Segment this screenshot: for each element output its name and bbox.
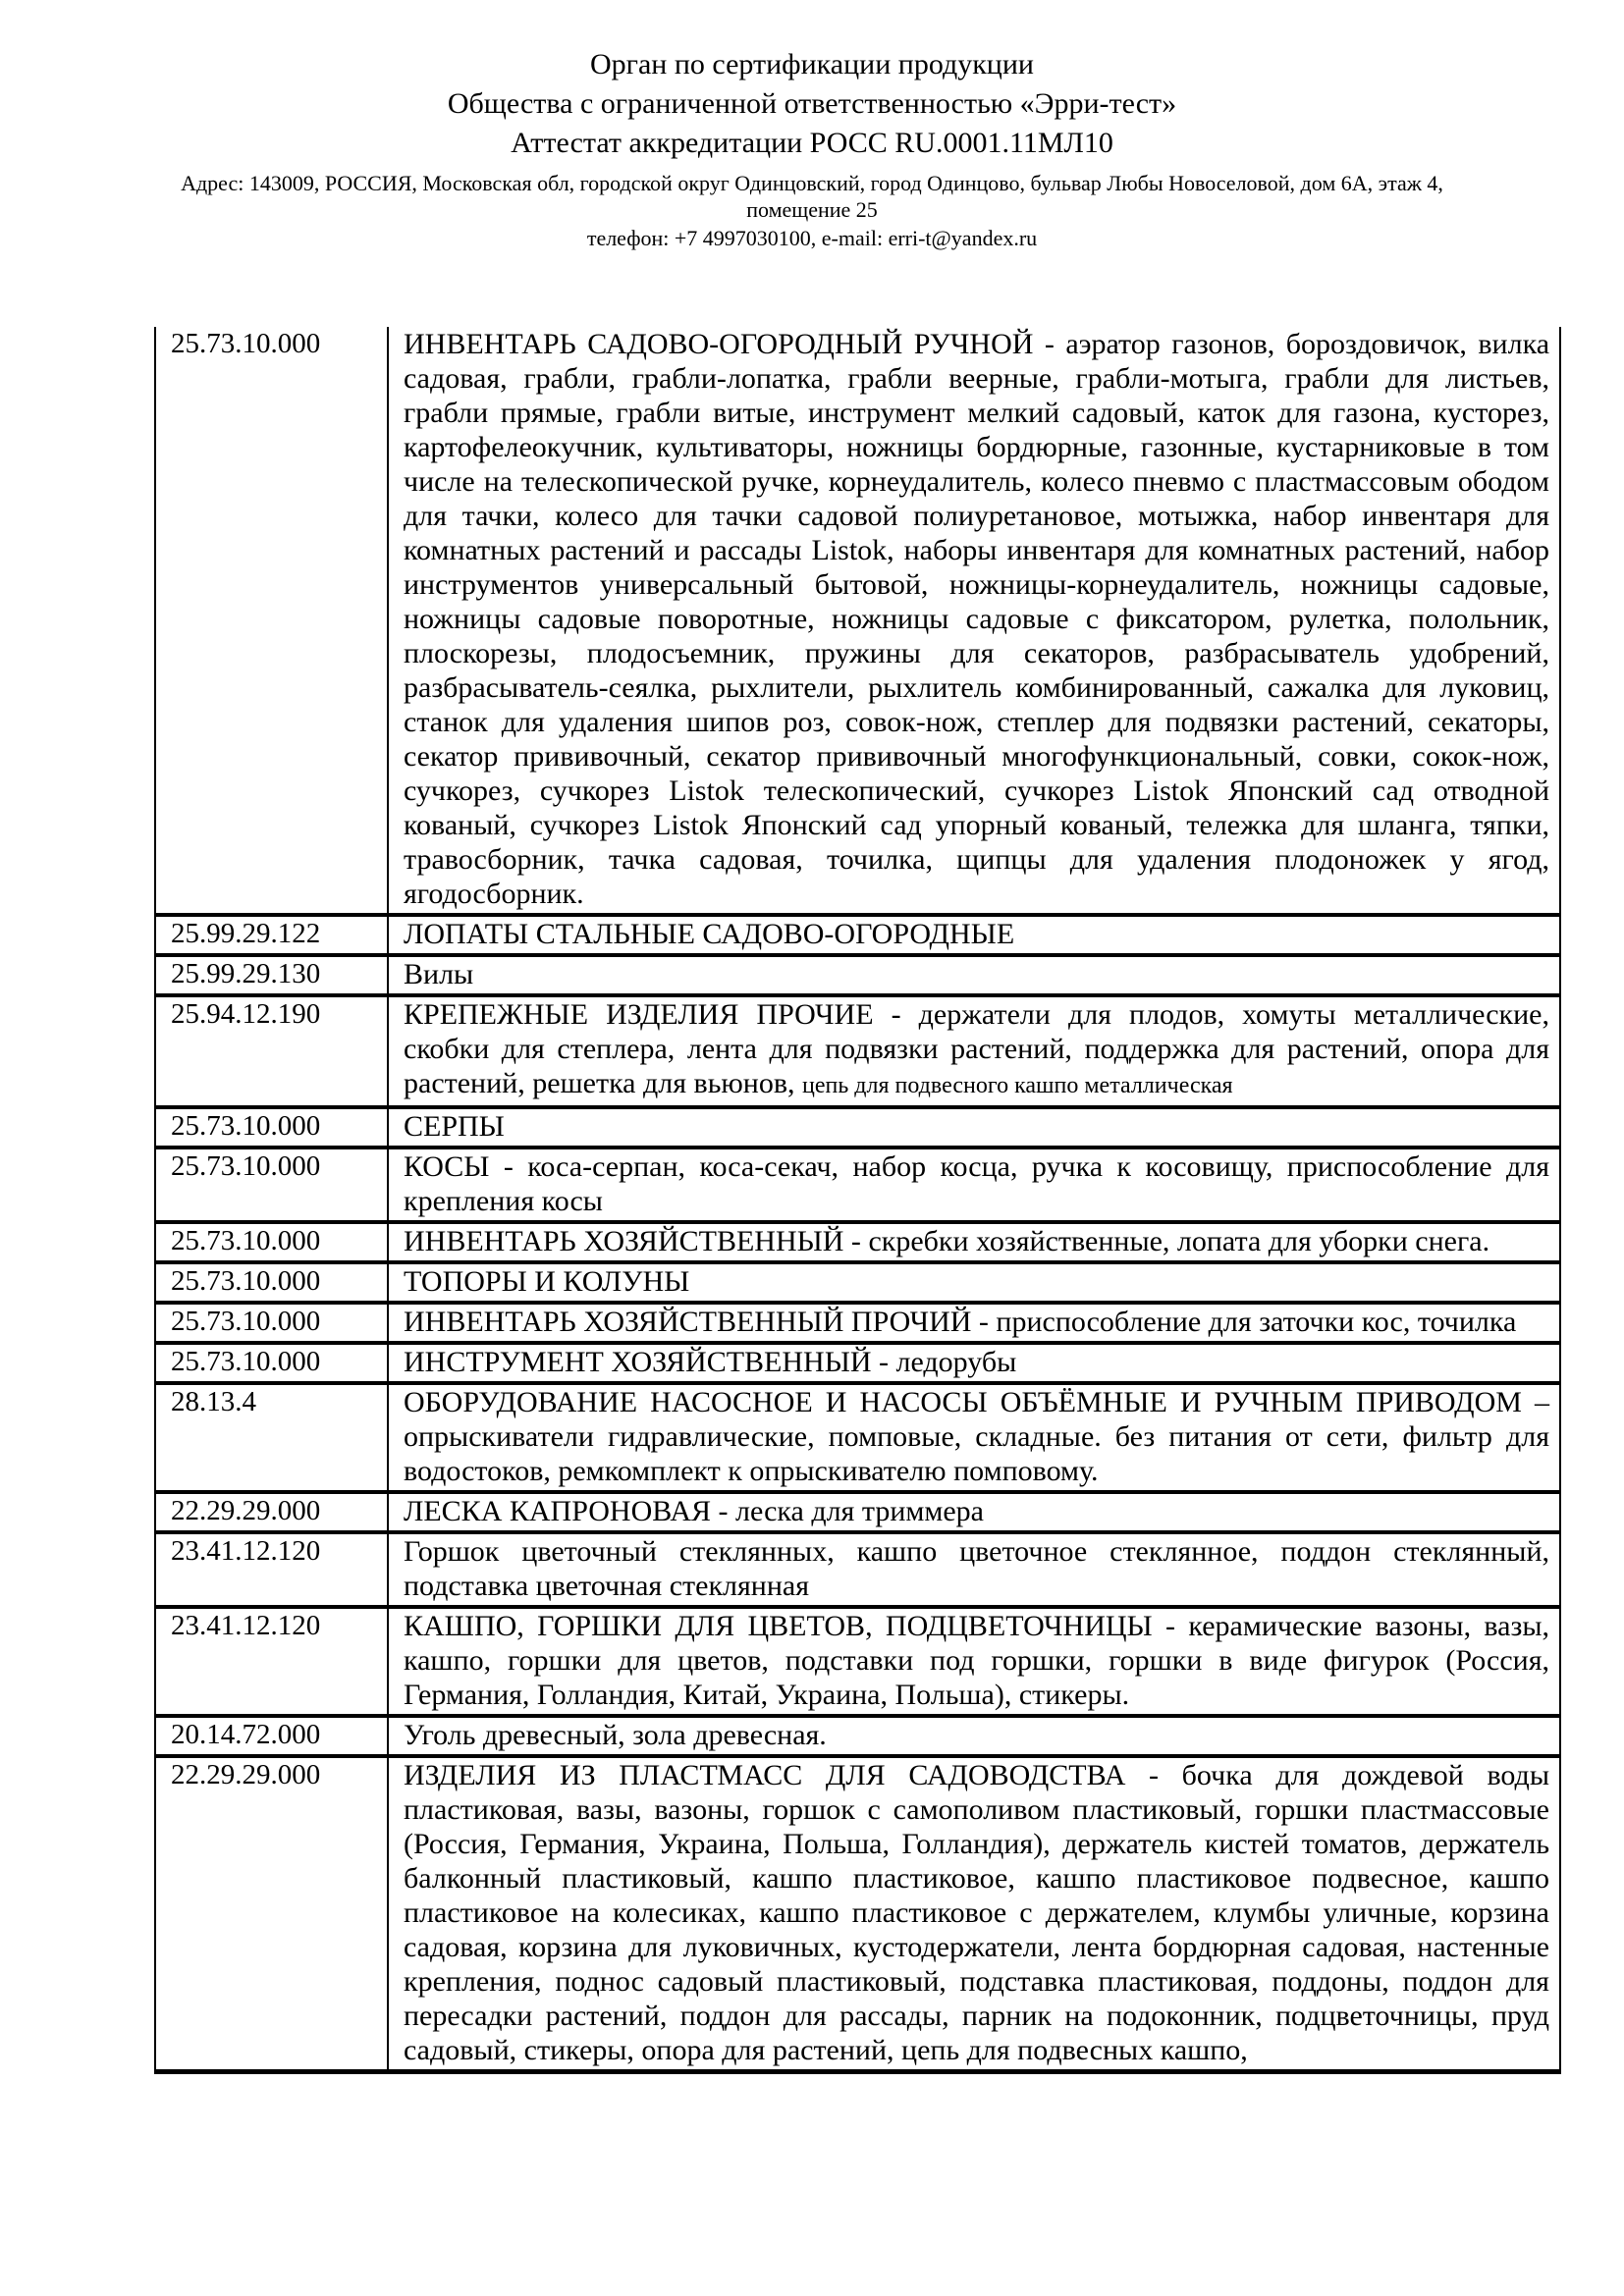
product-description-cell bbox=[388, 1607, 1560, 1716]
description-text: опрыскиватели гидравлические, помповые, складные. без питания от сети, фильтр для водостоков, ремкомплект к опрыскивателю помповому. bbox=[404, 1420, 1549, 1487]
category-title: СЕРПЫ bbox=[404, 1110, 505, 1143]
description-text-small: цепь для подвесного кашпо металлическая bbox=[802, 1073, 1233, 1098]
description-text: ледорубы bbox=[895, 1346, 1017, 1378]
table-row bbox=[155, 955, 1560, 995]
product-code-cell: 25.73.10.000 bbox=[155, 1222, 388, 1262]
org-title-line-2: Общества с ограниченной ответственностью «Эрри-тест» bbox=[447, 87, 1177, 120]
table-row bbox=[155, 1148, 1560, 1222]
product-code-cell: 25.73.10.000 bbox=[155, 1343, 388, 1383]
description-text: леска для триммера bbox=[735, 1495, 984, 1527]
org-address: Адрес: 143009, РОССИЯ, Московская обл, городской округ Одинцовский, город Одинцово, бульвар Любы Новоселовой, дом 6А, этаж 4, помещение 25 bbox=[181, 171, 1443, 222]
product-description-cell bbox=[388, 1303, 1560, 1343]
category-title: ЛЕСКА КАПРОНОВАЯ - bbox=[404, 1495, 729, 1527]
table-row bbox=[155, 1492, 1560, 1532]
product-code-cell: 25.73.10.000 bbox=[155, 1107, 388, 1148]
org-contact: телефон: +7 4997030100, e-mail: erri-t@yandex.ru bbox=[586, 226, 1038, 250]
product-description-cell bbox=[388, 955, 1560, 995]
table-row bbox=[155, 915, 1560, 955]
product-code-cell: 28.13.4 bbox=[155, 1383, 388, 1492]
table-row bbox=[155, 1607, 1560, 1716]
product-description-cell bbox=[388, 1343, 1560, 1383]
product-code-cell: 25.73.10.000 bbox=[155, 1303, 388, 1343]
document-header bbox=[0, 0, 1624, 251]
description-text: керамические вазоны, вазы, кашпо, горшки для цветов, подставки под горшки, горшки в виде фигурок (Россия, Германия, Голландия, Китай, Украина, Польша), стикеры. bbox=[404, 1610, 1550, 1711]
product-description-cell bbox=[388, 1262, 1560, 1303]
description-text: приспособление для заточки кос, точилка bbox=[996, 1306, 1517, 1338]
category-title: ИЗДЕЛИЯ ИЗ ПЛАСТМАСС ДЛЯ САДОВОДСТВА - bbox=[404, 1759, 1160, 1791]
products-table-body bbox=[155, 327, 1560, 2072]
product-description-cell bbox=[388, 1756, 1560, 2072]
table-row bbox=[155, 1383, 1560, 1492]
product-description-cell bbox=[388, 995, 1560, 1107]
table-row bbox=[155, 1107, 1560, 1148]
product-description-cell bbox=[388, 1383, 1560, 1492]
description-text: скребки хозяйственные, лопата для уборки снега. bbox=[868, 1225, 1490, 1257]
description-text: Горшок цветочный стеклянных, кашпо цветочное стеклянное, поддон стеклянный, подставка цветочная стеклянная bbox=[404, 1535, 1549, 1602]
table-row bbox=[155, 1222, 1560, 1262]
accreditation-line: Аттестат аккредитации РОСС RU.0001.11МЛ10 bbox=[511, 127, 1113, 159]
product-description-cell bbox=[388, 327, 1560, 915]
description-text: Вилы bbox=[404, 958, 474, 990]
table-row bbox=[155, 1343, 1560, 1383]
product-description-cell bbox=[388, 1107, 1560, 1148]
category-title: ТОПОРЫ И КОЛУНЫ bbox=[404, 1265, 690, 1298]
product-description-cell bbox=[388, 1532, 1560, 1607]
product-description-cell bbox=[388, 1716, 1560, 1756]
product-code-cell: 25.99.29.122 bbox=[155, 915, 388, 955]
table-row bbox=[155, 1303, 1560, 1343]
product-description-cell bbox=[388, 1148, 1560, 1222]
product-code-cell: 25.99.29.130 bbox=[155, 955, 388, 995]
table-row bbox=[155, 1532, 1560, 1607]
description-text: держатели для плодов, хомуты металлические, скобки для степлера, лента для подвязки растений, поддержка для растений, опора для растений, решетка для вьюнов, bbox=[404, 998, 1549, 1099]
product-description-cell bbox=[388, 915, 1560, 955]
table-row bbox=[155, 327, 1560, 915]
product-code-cell: 25.73.10.000 bbox=[155, 327, 388, 915]
category-title: КРЕПЕЖНЫЕ ИЗДЕЛИЯ ПРОЧИЕ - bbox=[404, 998, 901, 1031]
table-row bbox=[155, 1262, 1560, 1303]
product-code-cell: 20.14.72.000 bbox=[155, 1716, 388, 1756]
description-text: бочка для дождевой воды пластиковая, вазы, вазоны, горшок с самополивом пластиковый, горшки пластмассовые (Россия, Германия, Украина, Польша, Голландия), держатель кистей томатов, держатель балконный пластиковый, кашпо пластиковое, кашпо пластиковое подвесное, кашпо пластиковое на колесиках, кашпо пластиковое с держателем, клумбы уличные, корзина садовая, корзина для луковичных, кустодержатели, лента бордюрная садовая, настенные крепления, поднос садовый пластиковый, подставка пластиковая, поддоны, поддон для пересадки растений, поддон для рассады, парник на подоконник, подцветочницы, пруд садовый, стикеры, опора для растений, цепь для подвесных кашпо, bbox=[404, 1759, 1549, 2066]
table-row bbox=[155, 995, 1560, 1107]
org-title-line-1: Орган по сертификации продукции bbox=[590, 48, 1034, 80]
table-row bbox=[155, 1756, 1560, 2072]
certification-products-table bbox=[154, 327, 1561, 2074]
category-title: ИНВЕНТАРЬ ХОЗЯЙСТВЕННЫЙ ПРОЧИЙ - bbox=[404, 1306, 989, 1338]
category-title: КОСЫ - bbox=[404, 1150, 514, 1183]
category-title: ИНВЕНТАРЬ САДОВО-ОГОРОДНЫЙ РУЧНОЙ - bbox=[404, 328, 1055, 360]
product-code-cell: 25.94.12.190 bbox=[155, 995, 388, 1107]
product-code-cell: 25.73.10.000 bbox=[155, 1262, 388, 1303]
product-description-cell bbox=[388, 1492, 1560, 1532]
product-code-cell: 25.73.10.000 bbox=[155, 1148, 388, 1222]
description-text: коса-серпан, коса-секач, набор косца, ручка к косовищу, приспособление для крепления косы bbox=[404, 1150, 1549, 1217]
product-code-cell: 23.41.12.120 bbox=[155, 1532, 388, 1607]
category-title: ОБОРУДОВАНИЕ НАСОСНОЕ И НАСОСЫ ОБЪЁМНЫЕ И РУЧНЫМ ПРИВОДОМ – bbox=[404, 1386, 1549, 1418]
product-code-cell: 22.29.29.000 bbox=[155, 1492, 388, 1532]
description-text: Уголь древесный, зола древесная. bbox=[404, 1719, 827, 1751]
category-title: ЛОПАТЫ СТАЛЬНЫЕ САДОВО-ОГОРОДНЫЕ bbox=[404, 918, 1015, 950]
product-code-cell: 23.41.12.120 bbox=[155, 1607, 388, 1716]
category-title: КАШПО, ГОРШКИ ДЛЯ ЦВЕТОВ, ПОДЦВЕТОЧНИЦЫ - bbox=[404, 1610, 1176, 1642]
product-code-cell: 22.29.29.000 bbox=[155, 1756, 388, 2072]
product-description-cell bbox=[388, 1222, 1560, 1262]
table-row bbox=[155, 1716, 1560, 1756]
category-title: ИНСТРУМЕНТ ХОЗЯЙСТВЕННЫЙ - bbox=[404, 1346, 890, 1378]
description-text: аэратор газонов, бороздовичок, вилка садовая, грабли, грабли-лопатка, грабли веерные, грабли-мотыга, грабли для листьев, грабли прямые, грабли витые, инструмент мелкий садовый, каток для газона, кусторез, картофелеокучник, культиваторы, ножницы бордюрные, газонные, кустарниковые в том числе на телескопической ручке, корнеудалитель, колесо пневмо с пластмассовым ободом для тачки, колесо для тачки садовой полиуретановое, мотыжка, набор инвентаря для комнатных растений и рассады Listok, наборы инвентаря для комнатных растений, набор инструментов универсальный бытовой, ножницы-корнеудалитель, ножницы садовые, ножницы садовые поворотные, ножницы садовые с фиксатором, рулетка, полольник, плоскорезы, плодосъемник, пружины для секаторов, разбрасыватель удобрений, разбрасыватель-сеялка, рыхлители, рыхлитель комбинированный, сажалка для луковиц, станок для удаления шипов роз, совок-нож, степлер для подвязки растений, секаторы, секатор прививочный, секатор прививочный многофункциональный, совки, сокок-нож, сучкорез, сучкорез Listok телескопический, сучкорез Listok Японский сад отводной кованый, сучкорез Listok Японский сад упорный кованый, тележка для шланга, тяпки, травосборник, тачка садовая, точилка, щипцы для удаления плодоножек у ягод, ягодосборник. bbox=[404, 328, 1550, 910]
category-title: ИНВЕНТАРЬ ХОЗЯЙСТВЕННЫЙ - bbox=[404, 1225, 861, 1257]
